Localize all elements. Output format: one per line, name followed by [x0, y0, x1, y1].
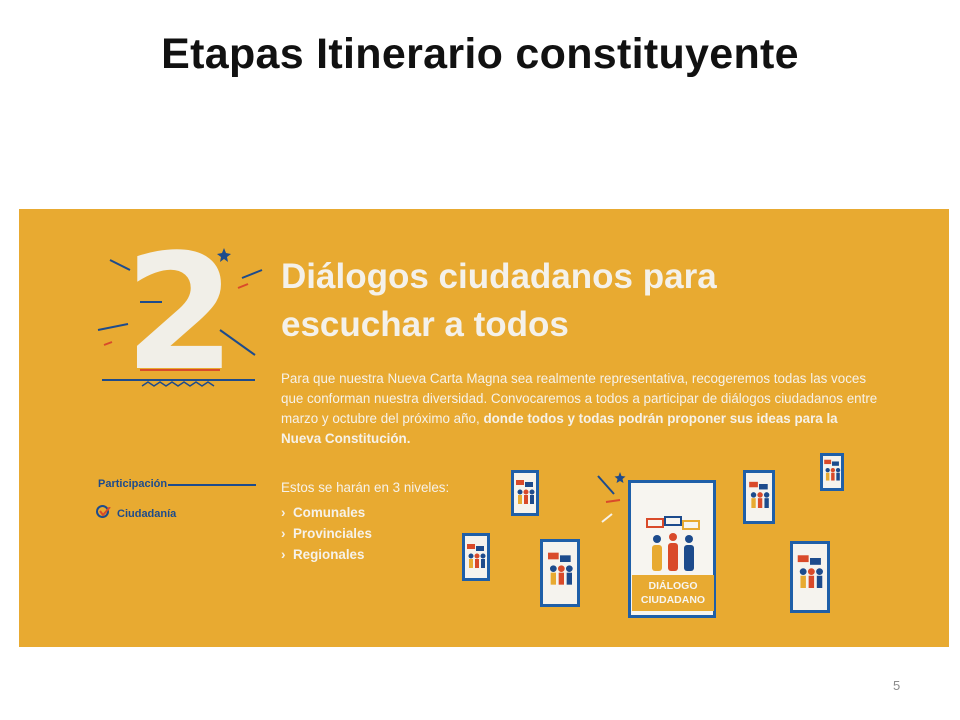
levels-intro: Estos se harán en 3 niveles: — [281, 480, 450, 495]
people-icon — [795, 552, 825, 594]
chevron-right-icon: › — [281, 505, 286, 520]
description-bold: donde todos y todas podrán proponer sus ideas para la Nueva Constitución. — [281, 411, 838, 446]
badge-line2: CIUDADANO — [640, 594, 706, 606]
people-icon — [514, 478, 536, 508]
page-number: 5 — [893, 678, 901, 693]
badge-line1: DIÁLOGO — [648, 580, 698, 592]
participation-value: Ciudadanía — [117, 508, 177, 520]
level-item — [281, 505, 365, 520]
headline-line2: escuchar a todos — [281, 305, 569, 344]
step-number: 2 — [124, 219, 236, 406]
headline — [281, 253, 721, 349]
slide-title: Etapas Itinerario constituyente — [161, 30, 799, 78]
people-icon — [822, 458, 842, 484]
level-label: Comunales — [293, 505, 366, 520]
people-icon — [747, 478, 771, 514]
chevron-right-icon: › — [281, 547, 286, 562]
headline-line1: Diálogos ciudadanos para — [281, 257, 717, 296]
dialog-badge — [632, 575, 714, 611]
description — [281, 369, 881, 449]
level-label: Regionales — [293, 547, 365, 562]
people-icon — [465, 541, 487, 573]
level-item — [281, 547, 364, 562]
people-dialog-icon — [643, 515, 703, 575]
participation-line — [168, 484, 256, 486]
level-label: Provinciales — [293, 526, 372, 541]
description-text: Para que nuestra Nueva Carta Magna sea realmente representativa, recogeremos todas las voces que conforman nuestra diversidad. Convocaremos a todos a participar de diálogos ciudadanos entre marzo y octubre del próximo año, — [281, 371, 878, 426]
chevron-right-icon: › — [281, 526, 286, 541]
level-item — [281, 526, 372, 541]
people-icon — [545, 550, 575, 590]
participation-label: Participación — [98, 478, 168, 490]
check-icon — [96, 505, 109, 518]
